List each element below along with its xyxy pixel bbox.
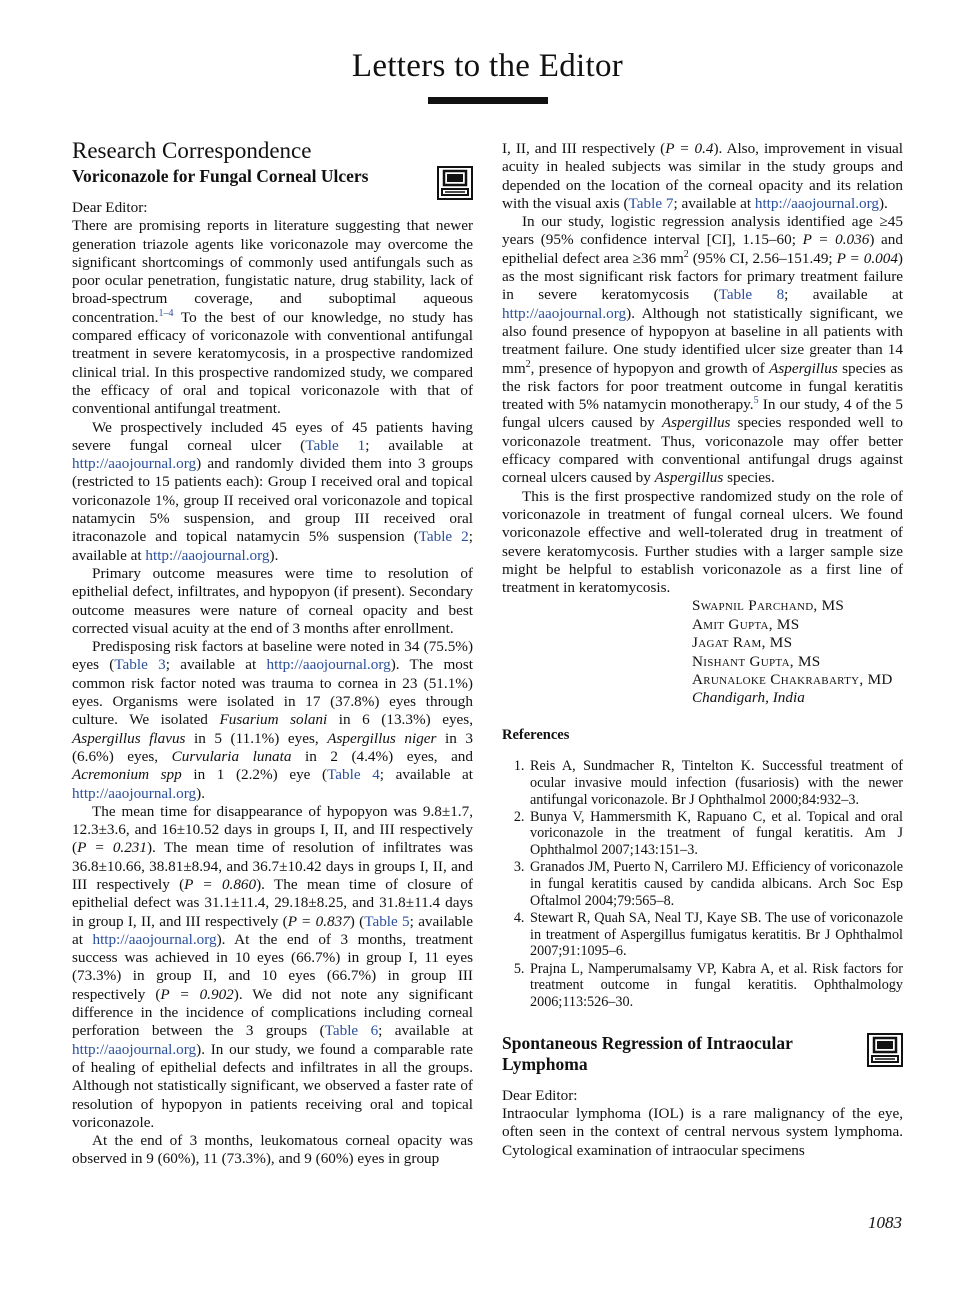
salutation: Dear Editor:	[502, 1086, 578, 1104]
table-3-link[interactable]: Table 3	[114, 656, 166, 674]
table-4-link[interactable]: Table 4	[327, 766, 380, 784]
paragraph-3: Primary outcome measures were time to resolution of epithelial defect, infiltrates, and hypopyon (if present). Secondary outcome measures were nature of corneal opacity and best corrected visual acuity at the end of 3 months after enrollment.	[72, 564, 473, 637]
section-label: Research Correspondence	[72, 138, 312, 163]
table-8-link[interactable]: Table 8	[718, 286, 785, 304]
reference-item: 4. Stewart R, Quah SA, Neal TJ, Kaye SB. The use of voriconazole in treatment of Aspergillus fumigatus keratitis. Br J Ophthalmol 2007;91:1095–6.	[528, 910, 903, 960]
salutation: Dear Editor:	[72, 199, 148, 216]
article-title-text: Spontaneous Regression of Intraocular Lymphoma	[502, 1032, 793, 1074]
journal-section-title: Letters to the Editor	[351, 48, 624, 84]
author-name: Swapnil Parchand, MS	[692, 597, 845, 615]
paragraph-1: Intraocular lymphoma (IOL) is a rare malignancy of the eye, often seen in the context of central nervous system lymphoma. Cytological examination of intraocular specimens	[502, 1105, 903, 1159]
paragraph-2: We prospectively included 45 eyes of 45 patients having severe fungal corneal ulcer (Table 1; available at http://aaojournal.org) and randomly divided them into 3 groups (restricted to 15 patients each): Group I received oral and topical voriconazole 1%, group II received oral voriconazole and topical natamycin 5% suspension, and group III received oral itraconazole and topical natamycin 5% suspension (Table 2; available at http://aaojournal.org).	[72, 418, 473, 564]
journal-url-link[interactable]: http://aaojournal.org	[72, 1040, 197, 1058]
author-name: Amit Gupta, MS	[692, 615, 800, 633]
journal-url-link[interactable]: http://aaojournal.org	[502, 304, 627, 322]
journal-url-link[interactable]: http://aaojournal.org	[754, 194, 879, 212]
table-2-link[interactable]: Table 2	[418, 528, 469, 546]
paragraph-4: Predisposing risk factors at baseline were noted in 34 (75.5%) eyes (Table 3; available at http://aaojournal.org). The most common risk factor noted was trauma to cornea in 23 (51.1%) eyes. Organisms were isolated in 17 (37.8%) eyes through culture. We isolated Fusarium solani in 6 (13.3%) eyes, Aspergillus flavus in 5 (11.1%) eyes, Aspergillus niger in 3 (6.6%) eyes, Curvularia lunata in 2 (4.4%) eyes, and Acremonium spp in 1 (2.2%) eye (Table 4; available at http://aaojournal.org).	[72, 638, 473, 802]
journal-url-link[interactable]: http://aaojournal.org	[266, 656, 391, 674]
computer-monitor-icon[interactable]	[867, 1033, 903, 1067]
table-7-link[interactable]: Table 7	[628, 194, 674, 212]
table-1-link[interactable]: Table 1	[305, 436, 366, 454]
references-heading: References	[502, 726, 570, 743]
left-column	[72, 138, 473, 1169]
journal-url-link[interactable]: http://aaojournal.org	[145, 546, 270, 564]
journal-url-link[interactable]: http://aaojournal.org	[92, 930, 217, 948]
citation-1-4[interactable]: 1–4	[158, 307, 174, 319]
reference-list	[502, 758, 903, 1011]
right-column	[502, 140, 903, 1160]
reference-item: 3. Granados JM, Puerto N, Carrilero MJ. Efficiency of voriconazole in fungal keratitis caused by candida albicans. Arch Soc Esp Oftalmol 2004;79:565–8.	[528, 859, 903, 909]
author-name: Arunaloke Chakrabarty, MD	[692, 671, 893, 689]
paragraph-8: In our study, logistic regression analysis identified age ≥45 years (95% confidence interval [CI], 1.15–60; P = 0.036) and epithelial defect area ≥36 $mm^2$ (95% CI, 2.56–151.49; P = 0.004) as the most significant risk factors for primary treatment failure in severe keratomycosis (Table 8; available at http://aaojournal.org). Although not statistically significant, we also found presence of hypopyon at baseline in all patients with treatment failure. One study identified ulcer size greater than 14 $mm^2$, presence of hypopyon and growth of Aspergillus species as the risk factors for poor treatment outcome in fungal keratitis treated with 5% natamycin monotherapy.$^5$ In our study, 4 of the 5 fungal ulcers caused by Aspergillus species responded well to voriconazole treatment. Thus, voriconazole may offer better efficacy compared with conventional antifungal drugs against corneal ulcers caused by Aspergillus species.	[502, 213, 904, 487]
header-rule	[428, 97, 548, 104]
paragraph-5: The mean time for disappearance of hypopyon was 9.8±1.7, 12.3±3.6, and 16±10.52 days in groups I, II, and III respectively (P = 0.231). The mean time of resolution of infiltrates was 36.8±10.66, 38.81±8.94, and 36.7±10.42 days in groups I, II, and III respectively (P = 0.860). The mean time of closure of epithelial defect was 31.1±11.4, 29.18±8.25, and 31.8±11.4 days in group I, II, and III respectively (P = 0.837) (Table 5; available at http://aaojournal.org). At the end of 3 months, treatment success was achieved in 10 eyes (66.7%) in group I, 11 eyes (73.3%) in group II, and 10 eyes (66.7%) in group III respectively (P = 0.902). We did not note any significant difference in the incidence of complications including corneal perforation between the 3 groups (Table 6; available at http://aaojournal.org). In our study, we found a comparable rate of healing of epithelial defects and infiltrates in all the groups. Although not statistically significant, we observed a faster rate of resolution of hypopyon in patients receiving oral and topical voriconazole.	[72, 802, 473, 1131]
table-5-link[interactable]: Table 5	[364, 912, 410, 930]
author-name: Jagat Ram, MS	[692, 634, 793, 652]
article-title	[502, 1033, 903, 1075]
paragraph-9: This is the first prospective randomized study on the role of voriconazole in treatment of fungal corneal ulcers. We found voriconazole effective and well-tolerated drug in treatment of severe keratomycosis. Further studies with a larger sample size might be helpful to establish voriconazole as a first line of treatment in keratomycosis.	[502, 487, 903, 597]
author-name: Nishant Gupta, MS	[692, 652, 821, 670]
citation-5[interactable]: 5	[753, 395, 759, 407]
computer-monitor-icon[interactable]	[437, 166, 473, 200]
article-title	[72, 166, 473, 187]
page-number: 1083	[868, 1213, 902, 1232]
reference-item: 1. Reis A, Sundmacher R, Tintelton K. Successful treatment of ocular invasive mould infection (fusariosis) with the newer antifungal voriconazole. Br J Ophthalmol 2000;84:932–3.	[528, 758, 903, 808]
reference-item: 2. Bunya V, Hammersmith K, Rapuano C, et al. Topical and oral voriconazole in the treatment of fungal keratitis. Am J Ophthalmol 2007;143:151–3.	[528, 809, 903, 859]
journal-url-link[interactable]: http://aaojournal.org	[72, 455, 197, 473]
article-2	[502, 1033, 903, 1160]
author-affiliation: Chandigarh, India	[692, 689, 805, 707]
journal-url-link[interactable]: http://aaojournal.org	[72, 784, 197, 802]
table-6-link[interactable]: Table 6	[324, 1022, 379, 1040]
paragraph-7: I, II, and III respectively (P = 0.4). Also, improvement in visual acuity in healed subjects was similar in the study groups and depended on the location of the corneal opacity and its relation with the visual axis (Table 7; available at http://aaojournal.org).	[502, 140, 903, 212]
paragraph-6: At the end of 3 months, leukomatous corneal opacity was observed in 9 (60%), 11 (73.3%), and 9 (60%) eyes in group	[72, 1132, 473, 1168]
article-title-text: Voriconazole for Fungal Corneal Ulcers	[72, 166, 369, 186]
paragraph-1: There are promising reports in literature suggesting that newer generation triazole agents like voriconazole may overcome the significant shortcomings of commonly used antifungals such as poor ocular penetration, fungistatic nature, drug stability, lack of broad-spectrum coverage, and suboptimal aqueous concentration.$^{1-4}$ To the best of our knowledge, no study has compared efficacy of voriconazole with conventional antifungal treatment in severe keratomycosis, in a prospective randomized clinical trial. In this prospective randomized study, we compared the efficacy of oral and topical voriconazole with that of conventional antifungal treatment.	[72, 217, 473, 418]
author-list	[692, 597, 903, 707]
reference-item: 5. Prajna L, Namperumalsamy VP, Kabra A, et al. Risk factors for treatment outcome in fungal keratitis. Ophthalmology 2006;113:526–30.	[528, 961, 903, 1011]
